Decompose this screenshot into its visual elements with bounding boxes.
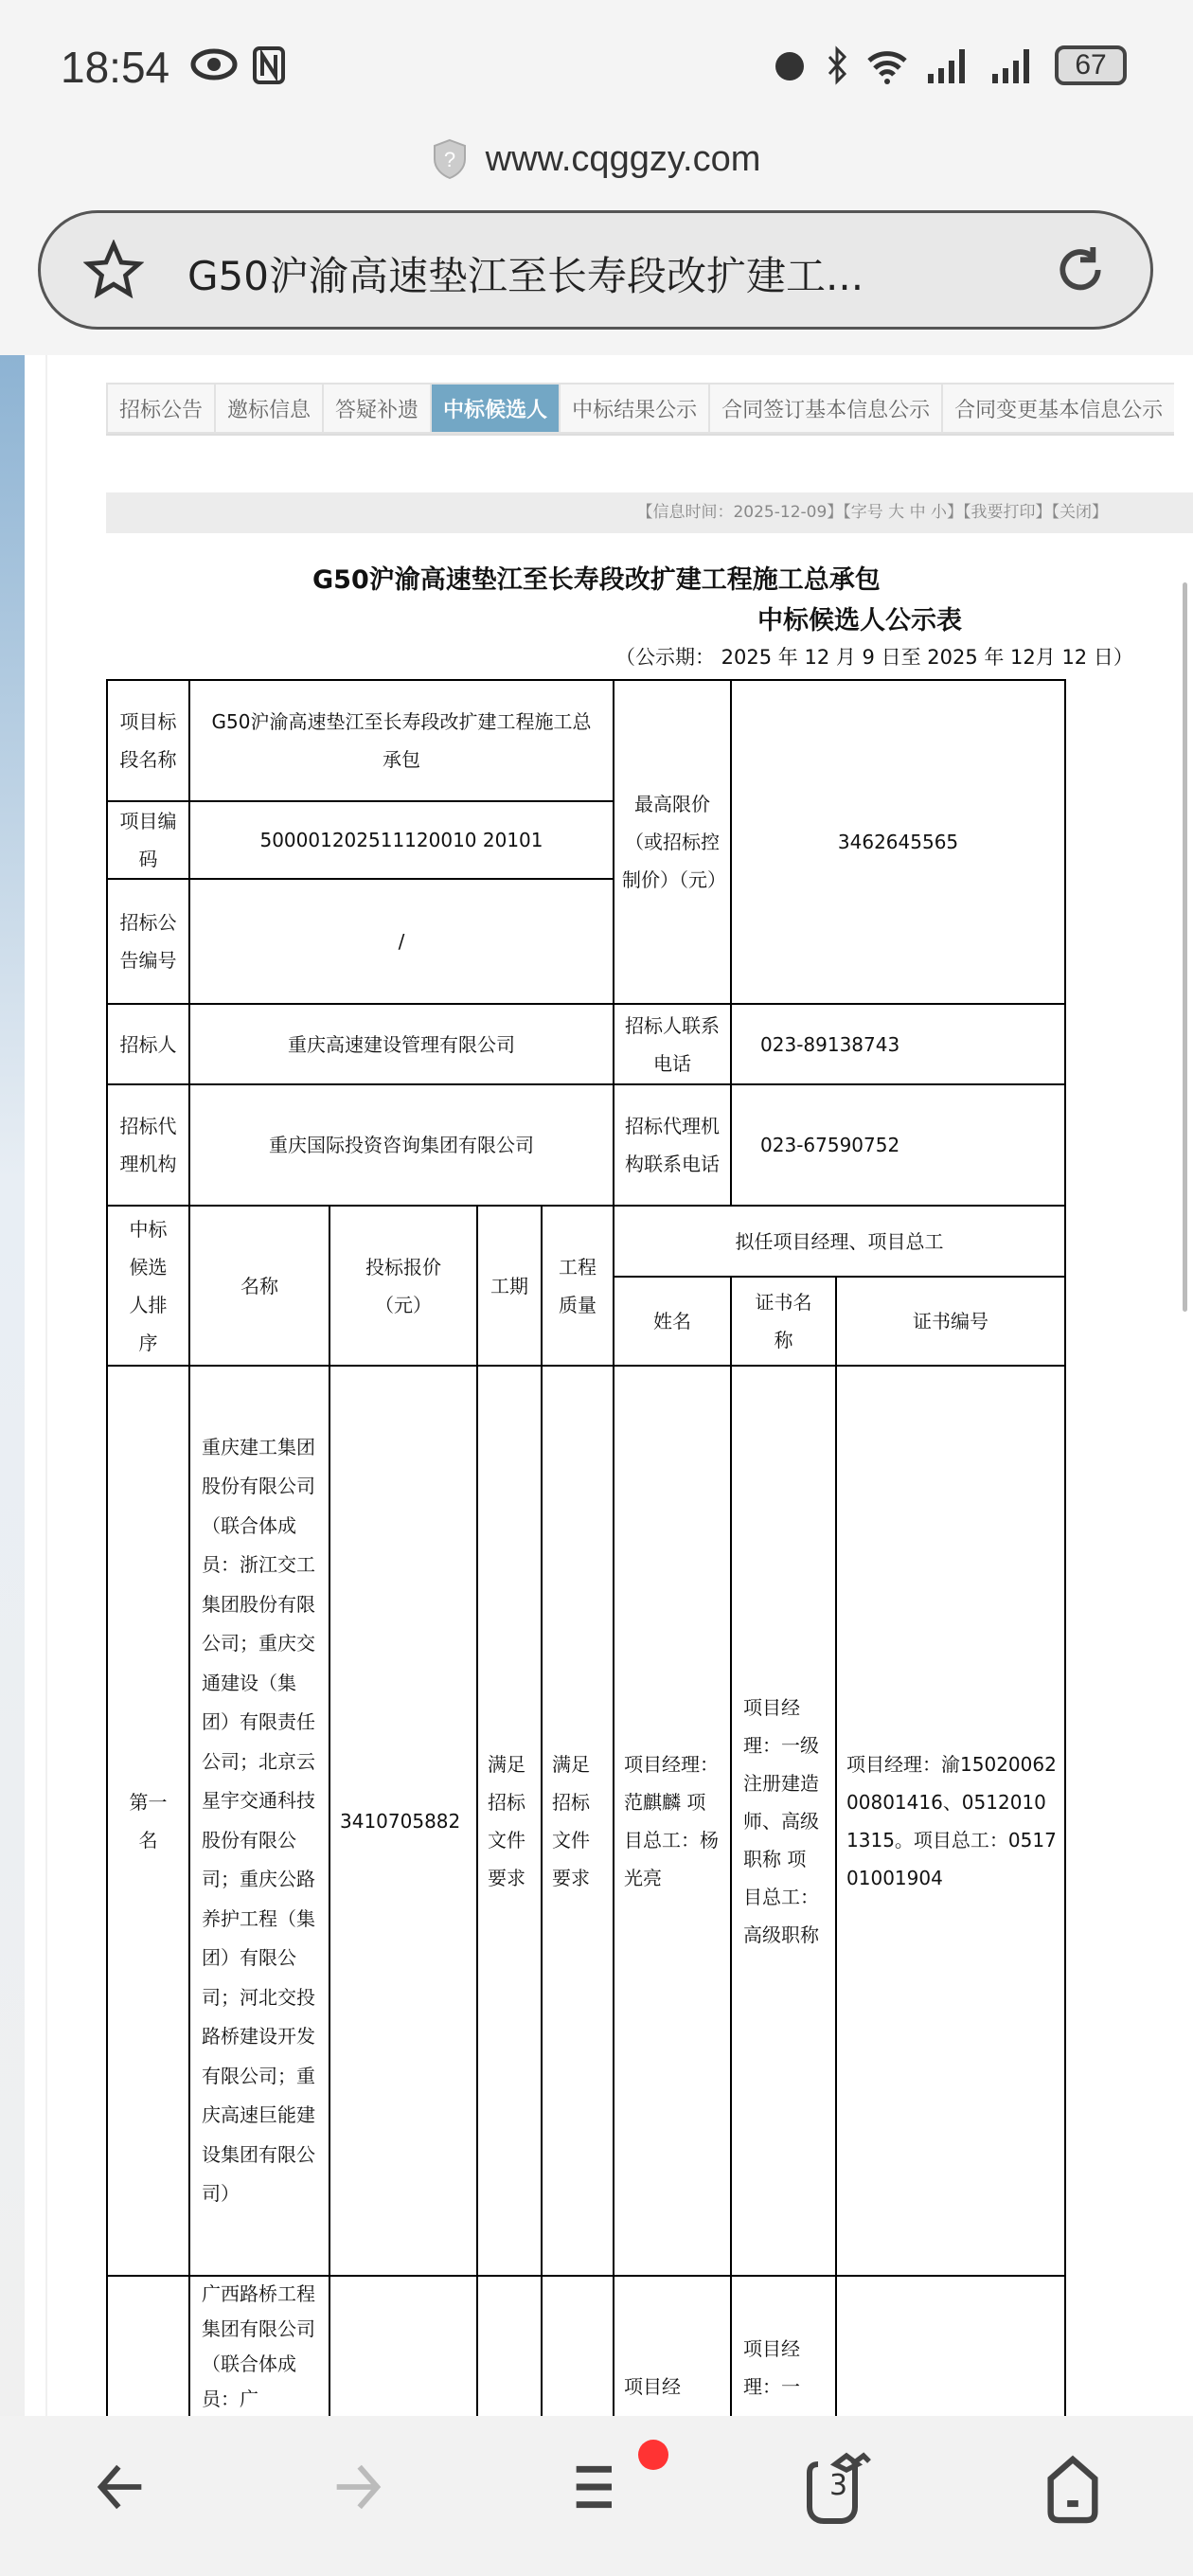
- header-period: 工期: [477, 1206, 542, 1366]
- left-edge: [0, 355, 25, 2416]
- label-agent: 招标代理机构: [107, 1084, 189, 1206]
- cert-no: [836, 2276, 1065, 2416]
- page-title: G50沪渝高速垫江至长寿段改扩建工...: [187, 253, 864, 299]
- bid-price: [329, 2276, 477, 2416]
- period: 满足招标文件要求: [477, 1366, 542, 2276]
- notice-no: /: [189, 879, 614, 1004]
- cert-name: 项目经理：一级注册建造师、高级职称 项目总工：高级职称: [731, 1366, 836, 2276]
- web-content: [0, 355, 1193, 2416]
- back-icon[interactable]: [91, 2454, 151, 2520]
- candidate-name: 重庆建工集团股份有限公司（联合体成员：浙江交工集团股份有限公司；重庆交通建设（集团）有限责任公司；北京云星宇交通科技股份有限公司；重庆公路养护工程（集团）有限公司；河北交投路桥建设开发有限公司；重庆高速巨能建设集团有限公司）: [189, 1366, 329, 2276]
- label-agent-phone: 招标代理机构联系电话: [614, 1084, 731, 1206]
- header-cert-name: 证书名称: [731, 1277, 836, 1366]
- doc-title: G50沪渝高速垫江至长寿段改扩建工程施工总承包: [312, 565, 881, 595]
- tab-invitation[interactable]: 邀标信息: [214, 383, 322, 434]
- project-name: G50沪渝高速垫江至长寿段改扩建工程施工总承包: [189, 680, 614, 801]
- header-pm-group: 拟任项目经理、项目总工: [614, 1206, 1065, 1277]
- address-bar[interactable]: [38, 210, 1153, 330]
- tab-count: 3: [829, 2469, 848, 2502]
- header-rank: 中标候选人排序: [107, 1206, 189, 1366]
- status-bar: [0, 0, 1193, 133]
- label-tenderer: 招标人: [107, 1004, 189, 1084]
- tab-contract-signing[interactable]: 合同签订基本信息公示: [708, 383, 941, 434]
- bottom-nav: [0, 2416, 1193, 2576]
- signal-icon: [926, 45, 973, 85]
- divider: [45, 355, 47, 2416]
- tab-candidates[interactable]: 中标候选人: [430, 383, 559, 434]
- header-name: 名称: [189, 1206, 329, 1366]
- agent: 重庆国际投资咨询集团有限公司: [189, 1084, 614, 1206]
- forward-icon[interactable]: [327, 2454, 387, 2520]
- label-notice-no: 招标公告编号: [107, 879, 189, 1004]
- doc-subtitle: 中标候选人公示表: [757, 606, 962, 635]
- menu-icon[interactable]: [566, 2454, 627, 2520]
- period: [477, 2276, 542, 2416]
- alarm-icon: [771, 45, 809, 85]
- rank: [107, 2276, 189, 2416]
- signal-icon-2: [990, 45, 1038, 85]
- tabs-button[interactable]: [801, 2446, 875, 2528]
- tab-tender-notice[interactable]: 招标公告: [106, 383, 214, 434]
- svg-text:?: ?: [443, 148, 455, 171]
- bid-price: 3410705882: [329, 1366, 477, 2276]
- agent-phone: 023-67590752: [731, 1084, 1065, 1206]
- label-project-code: 项目编码: [107, 801, 189, 879]
- person: 项目经理：范麒麟 项目总工：杨光亮: [614, 1366, 731, 2276]
- cert-name: 项目经理：一: [731, 2276, 836, 2416]
- info-bar[interactable]: 【信息时间：2025-12-09】【字号 大 中 小】【我要打印】【关闭】: [106, 492, 1193, 533]
- url-text: www.cqggzy.com: [485, 138, 761, 179]
- eye-icon: [189, 45, 239, 83]
- tab-contract-change[interactable]: 合同变更基本信息公示: [941, 383, 1174, 434]
- header-cert-no: 证书编号: [836, 1277, 1065, 1366]
- table-row: [107, 1366, 1065, 2276]
- label-max-price: 最高限价（或招标控制价）（元）: [614, 680, 731, 1004]
- rank: 第一名: [107, 1366, 189, 2276]
- bookmark-star-icon[interactable]: [83, 240, 144, 300]
- cert-no: 项目经理：渝1502006200801416、05120101315。项目总工：051701001904: [836, 1366, 1065, 2276]
- header-person: 姓名: [614, 1277, 731, 1366]
- home-icon[interactable]: [1040, 2454, 1106, 2526]
- publicity-period: （公示期： 2025 年 12 月 9 日至 2025 年 12月 12 日）: [615, 646, 1133, 669]
- table-row: [107, 2276, 1065, 2416]
- vertical-scrollbar[interactable]: [1183, 582, 1187, 1312]
- candidate-name: 广西路桥工程集团有限公司（联合体成员：广: [189, 2276, 329, 2416]
- tenderer-phone: 023-89138743: [731, 1004, 1065, 1084]
- battery-indicator: 67: [1055, 45, 1127, 85]
- security-shield-icon: [433, 138, 467, 180]
- notification-badge: [638, 2440, 668, 2470]
- url-display[interactable]: [0, 133, 1193, 186]
- wifi-icon: [865, 45, 909, 85]
- label-tenderer-phone: 招标人联系电话: [614, 1004, 731, 1084]
- label-project-name: 项目标段名称: [107, 680, 189, 801]
- nfc-icon: [252, 45, 286, 85]
- tab-qa[interactable]: 答疑补遗: [322, 383, 430, 434]
- candidates-table: [106, 679, 1066, 2416]
- header-quality: 工程质量: [542, 1206, 614, 1366]
- project-code: 500001202511120010 20101: [189, 801, 614, 879]
- clock: 18:54: [61, 43, 170, 92]
- quality: [542, 2276, 614, 2416]
- header-bid: 投标报价（元）: [329, 1206, 477, 1366]
- tab-result[interactable]: 中标结果公示: [559, 383, 708, 434]
- quality: 满足招标文件要求: [542, 1366, 614, 2276]
- max-price: 3462645565: [731, 680, 1065, 1004]
- tab-bar: [106, 383, 1174, 436]
- bluetooth-icon: [826, 45, 848, 85]
- person: 项目经: [614, 2276, 731, 2416]
- reload-icon[interactable]: [1050, 240, 1111, 300]
- tenderer: 重庆高速建设管理有限公司: [189, 1004, 614, 1084]
